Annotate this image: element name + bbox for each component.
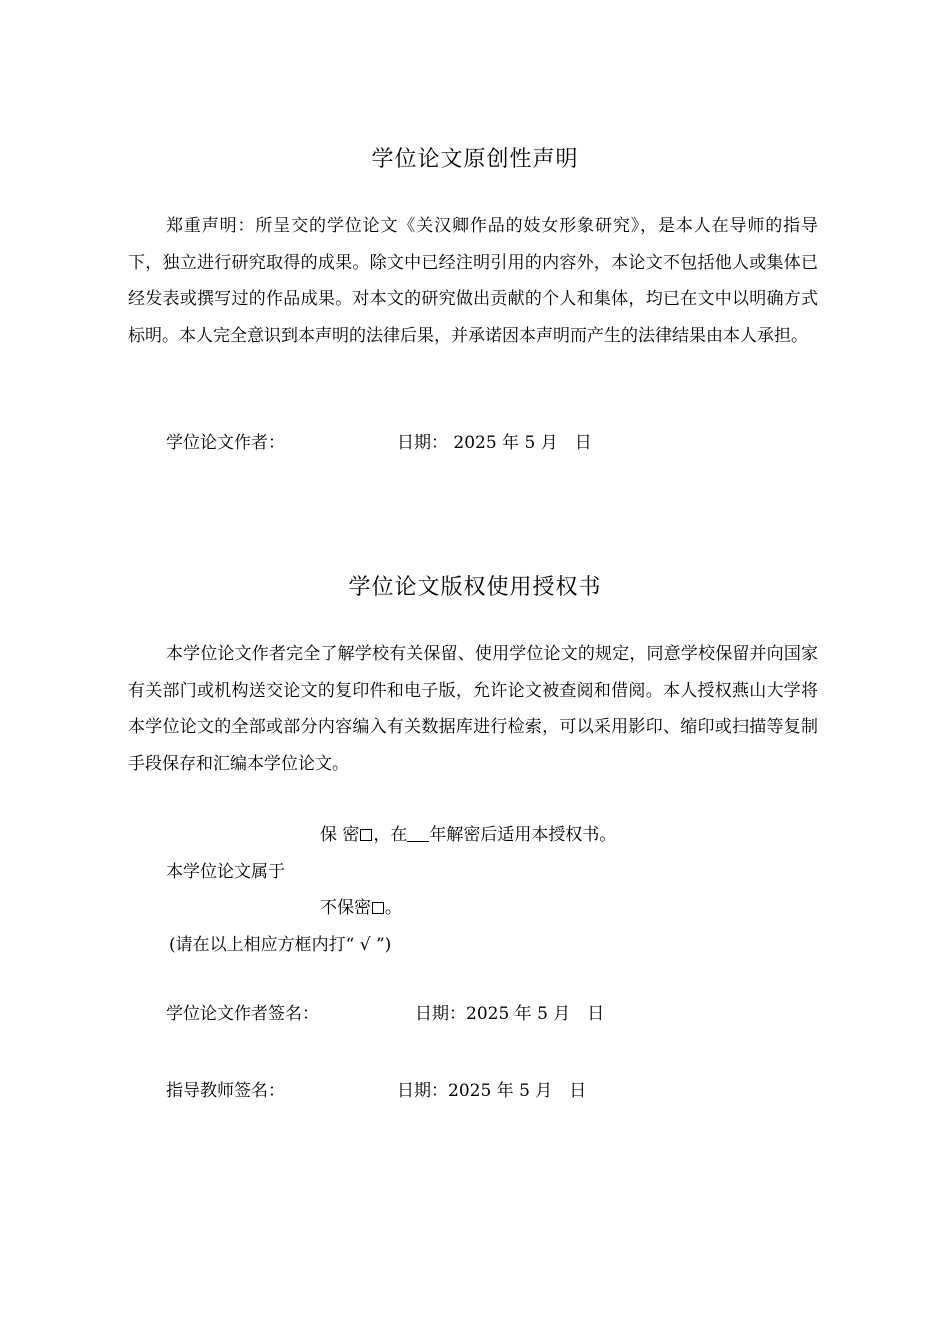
secret-option-mid: ，在 (373, 825, 408, 845)
advisor-signature-date: 日期：2025 年 5 月 日 (397, 1081, 587, 1101)
originality-title: 学位论文原创性声明 (371, 147, 579, 172)
originality-statement: 郑重声明：所呈交的学位论文《关汉卿作品的妓女形象研究》，是本人在导师的指导下，独立进行研究取得的成果。除文中已经注明引用的内容外，本论文不包括他人或集体已经发表或撰写过的作品成果。对本文的研究做出贡献的个人和集体，均已在文中以明确方式标明。本人完全意识到本声明的法律后果，并承诺因本声明而产生的法律结果由本人承担。 (128, 216, 818, 346)
author-signature-label: 学位论文作者签名： (166, 1004, 319, 1024)
secret-option-line (320, 820, 616, 845)
belongs-label: 本学位论文属于 (166, 862, 285, 882)
originality-date-label: 日期： 2025 年 5 月 日 (397, 433, 592, 453)
secret-option-suffix: 年解密后适用本授权书。 (429, 825, 617, 845)
non-secret-option-line (320, 893, 402, 918)
authorization-title: 学位论文版权使用授权书 (348, 575, 602, 600)
non-secret-checkbox[interactable] (372, 902, 384, 914)
non-secret-option-label: 不保密 (320, 898, 371, 918)
originality-author-label: 学位论文作者： (166, 433, 285, 453)
advisor-signature-label: 指导教师签名： (166, 1081, 285, 1101)
secret-years-blank[interactable] (407, 826, 429, 842)
secret-option-label: 保 密 (320, 825, 360, 845)
non-secret-option-suffix: 。 (385, 898, 402, 918)
authorization-statement: 本学位论文作者完全了解学校有关保留、使用学位论文的规定，同意学校保留并向国家有关部门或机构送交论文的复印件和电子版，允许论文被查阅和借阅。本人授权燕山大学将本学位论文的全部或部分内容编入有关数据库进行检索，可以采用影印、缩印或扫描等复制手段保存和汇编本学位论文。 (128, 644, 818, 774)
checkbox-instruction: (请在以上相应方框内打“ √ ”) (169, 935, 392, 955)
author-signature-date: 日期：2025 年 5 月 日 (415, 1004, 605, 1024)
secret-checkbox[interactable] (360, 829, 372, 841)
